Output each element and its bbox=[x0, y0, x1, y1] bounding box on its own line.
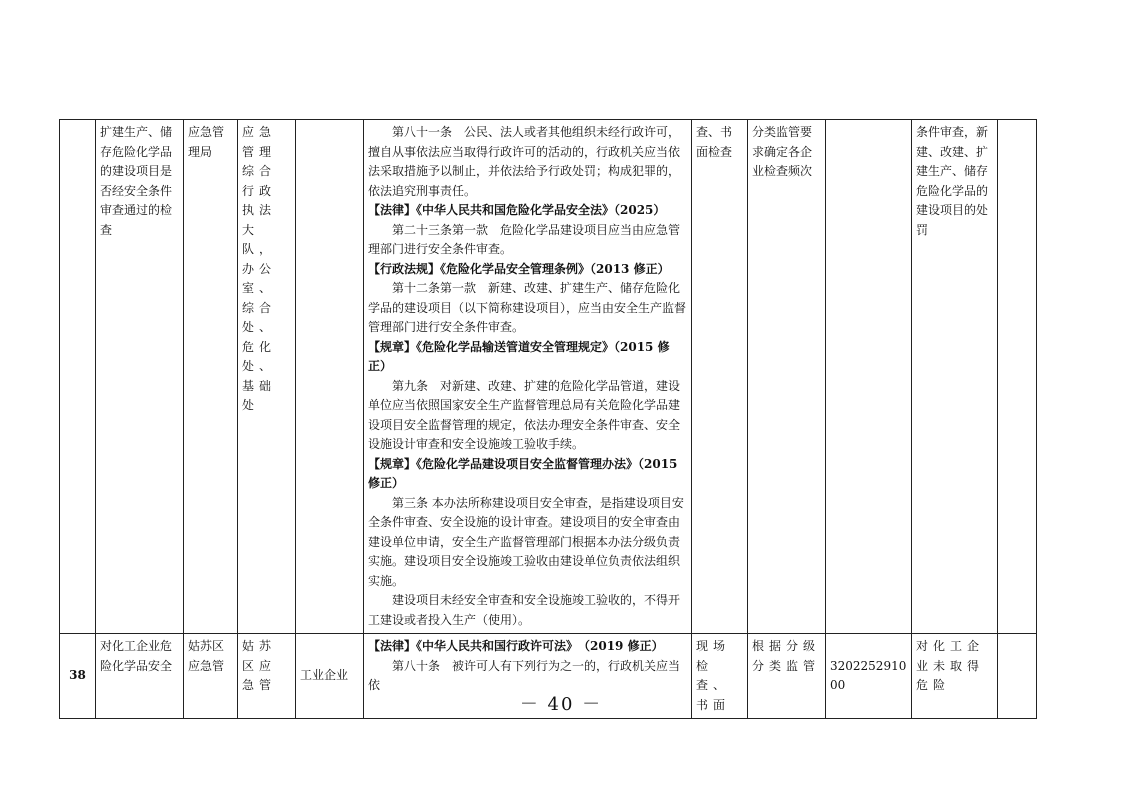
row-number-cell bbox=[60, 120, 96, 634]
frequency-cell: 分类监管要求确定各企业检查频次 bbox=[748, 120, 826, 634]
law-paragraph: 第二十三条第一款 危险化学品建设项目应当由应急管理部门进行安全条件审查。 bbox=[368, 222, 681, 256]
law-heading: 【行政法规】《危险化学品安全管理条例》（2013 修正） bbox=[368, 261, 670, 276]
enforcement-unit-cell: 应急管理综合行政执法大队，办公室、综合处、危化处、基础处 bbox=[238, 120, 296, 634]
inspection-table bbox=[59, 119, 1037, 719]
law-paragraph: 第十二条第一款 新建、改建、扩建生产、储存危险化学品的建设项目（以下简称建设项目），应当由安全生产监督管理部门进行安全条件审查。 bbox=[368, 281, 687, 334]
law-heading: 【规章】《危险化学品建设项目安全监督管理办法》（2015 修正） bbox=[368, 456, 678, 490]
page-number: － 40 － bbox=[519, 694, 603, 715]
table-row bbox=[60, 120, 1037, 634]
law-heading: 【法律】《中华人民共和国危险化学品安全法》（2025） bbox=[368, 203, 666, 217]
frequency-cell: 根据分级分类监管 bbox=[748, 634, 826, 719]
legal-basis-cell bbox=[364, 120, 692, 634]
code-cell bbox=[826, 120, 912, 634]
note-cell bbox=[998, 120, 1037, 634]
item-cell: 扩建生产、储存危险化学品的建设项目是否经安全条件审查通过的检查 bbox=[96, 120, 184, 634]
row-number-cell: 38 bbox=[60, 634, 96, 719]
department-cell: 应急管理局 bbox=[184, 120, 238, 634]
enforcement-unit-cell: 姑苏区应急管 bbox=[238, 634, 296, 719]
code-cell: 320225291000 bbox=[826, 634, 912, 719]
law-paragraph: 第三条 本办法所称建设项目安全审查，是指建设项目安全条件审查、安全设施的设计审查。建设项目的安全审查由建设单位申请，安全生产监督管理部门根据本办法分级负责实施。建设项目安全设施竣工验收由建设单位负责依法组织实施。 bbox=[368, 495, 684, 588]
target-cell bbox=[296, 120, 364, 634]
law-paragraph: 第八十条 被许可人有下列行为之一的，行政机关应当依 bbox=[368, 658, 681, 692]
item-cell: 对化工企业危险化学品安全 bbox=[96, 634, 184, 719]
law-paragraph: 建设项目未经安全审查和安全设施竣工验收的，不得开工建设或者投入生产（使用）。 bbox=[368, 593, 681, 627]
law-paragraph: 第八十一条 公民、法人或者其他组织未经行政许可，擅自从事依法应当取得行政许可的活动的，行政机关应当依法采取措施予以制止，并依法给予行政处罚；构成犯罪的，依法追究刑事责任。 bbox=[368, 125, 681, 198]
method-cell: 查、书面检查 bbox=[692, 120, 748, 634]
law-heading: 【规章】《危险化学品输送管道安全管理规定》（2015 修正） bbox=[368, 339, 670, 373]
penalty-basis-cell: 条件审查，新建、改建、扩建生产、储存危险化学品的建设项目的处罚 bbox=[912, 120, 998, 634]
law-heading: 【法律】《中华人民共和国行政许可法》 （2019 修正） bbox=[368, 639, 664, 653]
department-cell: 姑苏区应急管 bbox=[184, 634, 238, 719]
penalty-basis-cell: 对化工企业未取得危险 bbox=[912, 634, 998, 719]
method-cell: 现场检查、书面 bbox=[692, 634, 748, 719]
law-paragraph: 第九条 对新建、改建、扩建的危险化学品管道，建设单位应当依照国家安全生产监督管理总局有关危险化学品建设项目安全监督管理的规定，依法办理安全条件审查、安全设施设计审查和安全设施竣工验收手续。 bbox=[368, 378, 681, 451]
target-cell: 工业企业 bbox=[296, 634, 364, 719]
